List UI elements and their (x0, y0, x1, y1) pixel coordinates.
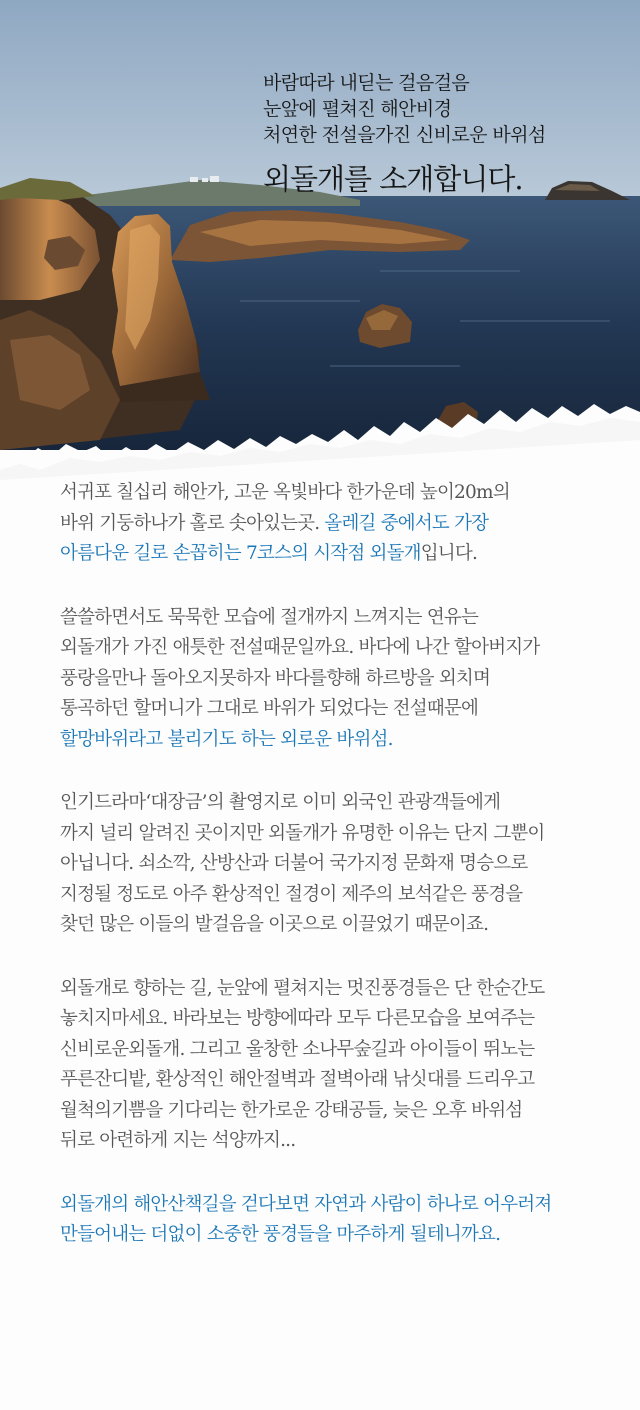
text-line (60, 539, 640, 570)
hero-line-2: 눈앞에 펼쳐진 해안비경 (263, 98, 452, 120)
text-line: 놓치지마세요. 바라보는 방향에따라 모두 다른모습을 보여주는 (60, 1008, 535, 1029)
paragraph-scenery (60, 974, 640, 1157)
text-line: 외돌개로 향하는 길, 눈앞에 펼쳐지는 멋진풍경들은 단 한순간도 (60, 977, 545, 999)
paragraph-closing (60, 1190, 640, 1251)
text-line: 월척의기쁨을 기다리는 한가로운 강태공들, 늦은 오후 바위섬 (60, 1099, 523, 1121)
hero-line-3: 처연한 전설을가진 신비로운 바위섬 (263, 124, 546, 146)
article-body (60, 478, 640, 1284)
highlight-text: 아름다운 길로 손꼽히는 7코스의 시작점 외돌개 (60, 543, 421, 564)
text-line: 뒤로 아련하게 지는 석양까지... (60, 1130, 296, 1151)
text-line: 지정될 정도로 아주 환상적인 절경이 제주의 보석같은 풍경을 (60, 883, 523, 905)
text-segment: 입니다. (420, 543, 478, 564)
text-line: 푸른잔디밭, 환상적인 해안절벽과 절벽아래 낚싯대를 드리우고 (60, 1069, 535, 1090)
text-line: 서귀포 칠십리 해안가, 고운 옥빛바다 한가운데 높이20m의 (60, 482, 510, 503)
text-line: 까지 널리 알려진 곳이지만 외돌개가 유명한 이유는 단지 그뿐이 (60, 822, 545, 844)
text-line: 통곡하던 할머니가 그대로 바위가 되었다는 전설때문에 (60, 698, 479, 719)
paragraph-legend (60, 603, 640, 756)
text-line: 쓸쓸하면서도 묵묵한 모습에 절개까지 느껴지는 연유는 (60, 606, 479, 628)
text-line: 아닙니다. 쇠소깍, 산방산과 더불어 국가지정 문화재 명승으로 (60, 853, 528, 874)
text-line: 인기드라마‘대장금’의 촬영지로 이미 외국인 관광객들에게 (60, 792, 501, 813)
text-segment: 바위 기둥하나가 홀로 솟아있는곳. (60, 512, 325, 534)
paragraph-fame (60, 788, 640, 941)
highlight-text: 올레길 중에서도 가장 (324, 512, 489, 534)
coastal-landscape-image (0, 0, 640, 450)
hero-caption (263, 70, 546, 196)
hero-banner (0, 0, 640, 450)
highlight-text: 만들어내는 더없이 소중한 풍경들을 마주하게 될테니까요. (60, 1224, 501, 1245)
text-line: 찾던 많은 이들의 발걸음을 이곳으로 이끌었기 때문이죠. (60, 914, 489, 935)
hero-line-1: 바람따라 내딛는 걸음걸음 (263, 72, 470, 94)
paragraph-intro (60, 478, 640, 570)
hero-title: 외돌개를 소개합니다. (263, 162, 523, 196)
highlight-text: 할망바위라고 불리기도 하는 외로운 바위섬. (60, 728, 393, 750)
text-line: 풍랑을만나 돌아오지못하자 바다를향해 하르방을 외치며 (60, 667, 491, 689)
text-line (60, 509, 640, 540)
text-line: 외돌개가 가진 애틋한 전설때문일까요. 바다에 나간 할아버지가 (60, 637, 540, 658)
highlight-text: 외돌개의 해안산책길을 걷다보면 자연과 사람이 하나로 어우러져 (60, 1193, 552, 1215)
text-line: 신비로운외돌개. 그리고 울창한 소나무숲길과 아이들이 뛰노는 (60, 1038, 535, 1060)
